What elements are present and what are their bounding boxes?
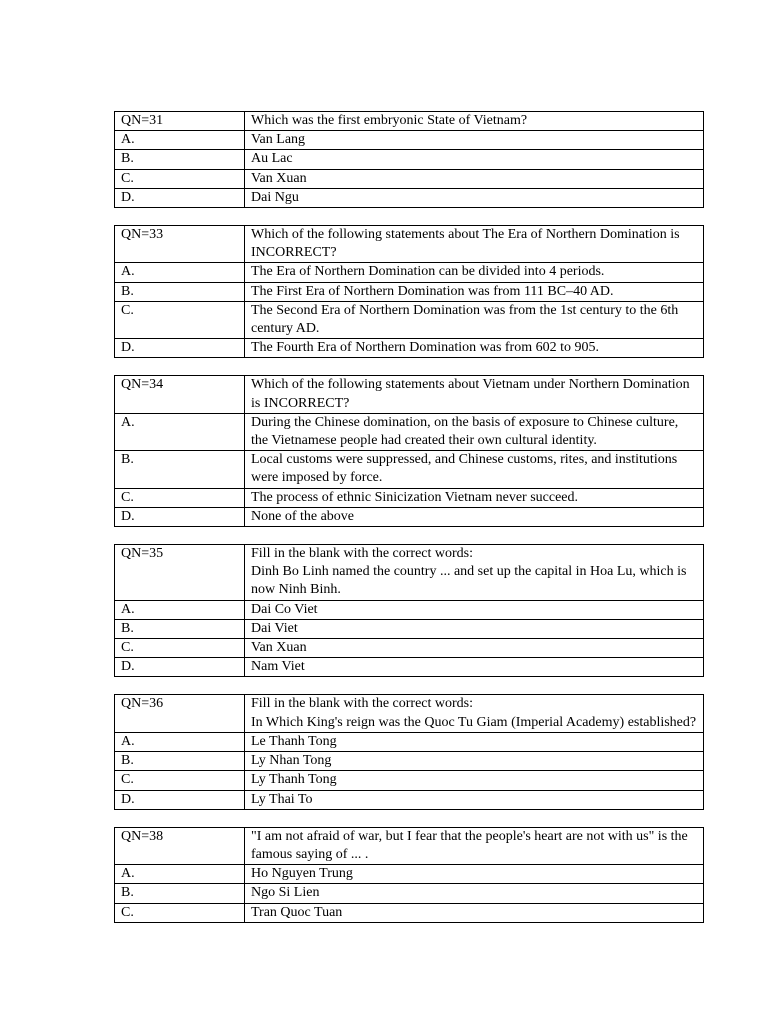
option-row xyxy=(115,451,704,488)
question-table xyxy=(114,694,704,809)
option-text: Ho Nguyen Trung xyxy=(245,865,704,884)
option-key: A. xyxy=(115,263,245,282)
option-key: D. xyxy=(115,790,245,809)
question-number: QN=31 xyxy=(115,112,245,131)
question-text-line: Which of the following statements about The Era of Northern Domination is INCORRECT? xyxy=(251,227,680,261)
question-text xyxy=(245,226,704,263)
option-key: B. xyxy=(115,451,245,488)
option-text: Ly Thanh Tong xyxy=(245,771,704,790)
option-key: A. xyxy=(115,131,245,150)
option-row xyxy=(115,771,704,790)
question-number: QN=38 xyxy=(115,827,245,864)
option-key: A. xyxy=(115,732,245,751)
option-key: C. xyxy=(115,488,245,507)
option-key: C. xyxy=(115,771,245,790)
question-text xyxy=(245,545,704,601)
option-key: B. xyxy=(115,282,245,301)
option-row xyxy=(115,752,704,771)
option-key: C. xyxy=(115,903,245,922)
option-text: None of the above xyxy=(245,507,704,526)
option-key: D. xyxy=(115,658,245,677)
question-row xyxy=(115,545,704,601)
question-text-line: Dinh Bo Linh named the country ... and set up the capital in Hoa Lu, which is now Ninh Binh. xyxy=(251,564,687,598)
option-key: A. xyxy=(115,600,245,619)
question-table xyxy=(114,111,704,208)
option-key: A. xyxy=(115,865,245,884)
option-row xyxy=(115,263,704,282)
question-text-line: In Which King's reign was the Quoc Tu Giam (Imperial Academy) established? xyxy=(251,714,697,730)
option-row xyxy=(115,339,704,358)
question-row xyxy=(115,112,704,131)
option-text: Ly Thai To xyxy=(245,790,704,809)
question-row xyxy=(115,226,704,263)
option-text: The Fourth Era of Northern Domination was from 602 to 905. xyxy=(245,339,704,358)
question-text xyxy=(245,827,704,864)
question-text xyxy=(245,695,704,732)
option-row xyxy=(115,301,704,338)
option-key: C. xyxy=(115,301,245,338)
option-text: The Second Era of Northern Domination was from the 1st century to the 6th century AD. xyxy=(245,301,704,338)
option-key: C. xyxy=(115,169,245,188)
option-row xyxy=(115,903,704,922)
option-key: D. xyxy=(115,507,245,526)
option-text: During the Chinese domination, on the basis of exposure to Chinese culture, the Vietnamese people had created their own cultural identity. xyxy=(245,413,704,450)
question-table xyxy=(114,375,704,527)
option-text: Ngo Si Lien xyxy=(245,884,704,903)
option-row xyxy=(115,507,704,526)
question-text-line: Which was the first embryonic State of Vietnam? xyxy=(251,113,528,128)
option-row xyxy=(115,619,704,638)
quiz-page xyxy=(114,111,704,940)
question-text xyxy=(245,112,704,131)
question-number: QN=34 xyxy=(115,376,245,413)
question-text xyxy=(245,376,704,413)
option-text: The process of ethnic Sinicization Vietnam never succeed. xyxy=(245,488,704,507)
question-table xyxy=(114,544,704,677)
option-text: Nam Viet xyxy=(245,658,704,677)
question-text-line: Fill in the blank with the correct words: xyxy=(251,696,474,712)
option-text: The Era of Northern Domination can be divided into 4 periods. xyxy=(245,263,704,282)
question-text-line: Which of the following statements about Vietnam under Northern Domination is INCORRECT? xyxy=(251,377,690,411)
option-key: B. xyxy=(115,752,245,771)
option-key: B. xyxy=(115,619,245,638)
option-text: Dai Viet xyxy=(245,619,704,638)
question-table xyxy=(114,225,704,358)
option-row xyxy=(115,600,704,619)
option-row xyxy=(115,282,704,301)
option-text: Van Xuan xyxy=(245,639,704,658)
option-key: B. xyxy=(115,150,245,169)
option-key: A. xyxy=(115,413,245,450)
option-row xyxy=(115,790,704,809)
question-table xyxy=(114,827,704,923)
option-row xyxy=(115,131,704,150)
option-text: Ly Nhan Tong xyxy=(245,752,704,771)
option-row xyxy=(115,169,704,188)
option-row xyxy=(115,639,704,658)
option-text: Dai Ngu xyxy=(245,188,704,207)
option-row xyxy=(115,732,704,751)
question-row xyxy=(115,376,704,413)
option-text: Local customs were suppressed, and Chinese customs, rites, and institutions were imposed by force. xyxy=(245,451,704,488)
option-text: Le Thanh Tong xyxy=(245,732,704,751)
question-text-line: "I am not afraid of war, but I fear that the people's heart are not with us" is the famous saying of ... . xyxy=(251,828,688,862)
option-row xyxy=(115,413,704,450)
option-row xyxy=(115,188,704,207)
option-row xyxy=(115,150,704,169)
question-number: QN=33 xyxy=(115,226,245,263)
option-text: The First Era of Northern Domination was from 111 BC–40 AD. xyxy=(245,282,704,301)
option-text: Tran Quoc Tuan xyxy=(245,903,704,922)
option-key: B. xyxy=(115,884,245,903)
option-row xyxy=(115,488,704,507)
question-row xyxy=(115,695,704,732)
option-text: Dai Co Viet xyxy=(245,600,704,619)
question-row xyxy=(115,827,704,864)
option-row xyxy=(115,865,704,884)
option-key: D. xyxy=(115,188,245,207)
question-number: QN=35 xyxy=(115,545,245,601)
option-key: C. xyxy=(115,639,245,658)
question-number: QN=36 xyxy=(115,695,245,732)
option-key: D. xyxy=(115,339,245,358)
option-text: Au Lac xyxy=(245,150,704,169)
option-text: Van Lang xyxy=(245,131,704,150)
option-row xyxy=(115,884,704,903)
option-row xyxy=(115,658,704,677)
question-text-line: Fill in the blank with the correct words: xyxy=(251,546,474,562)
option-text: Van Xuan xyxy=(245,169,704,188)
